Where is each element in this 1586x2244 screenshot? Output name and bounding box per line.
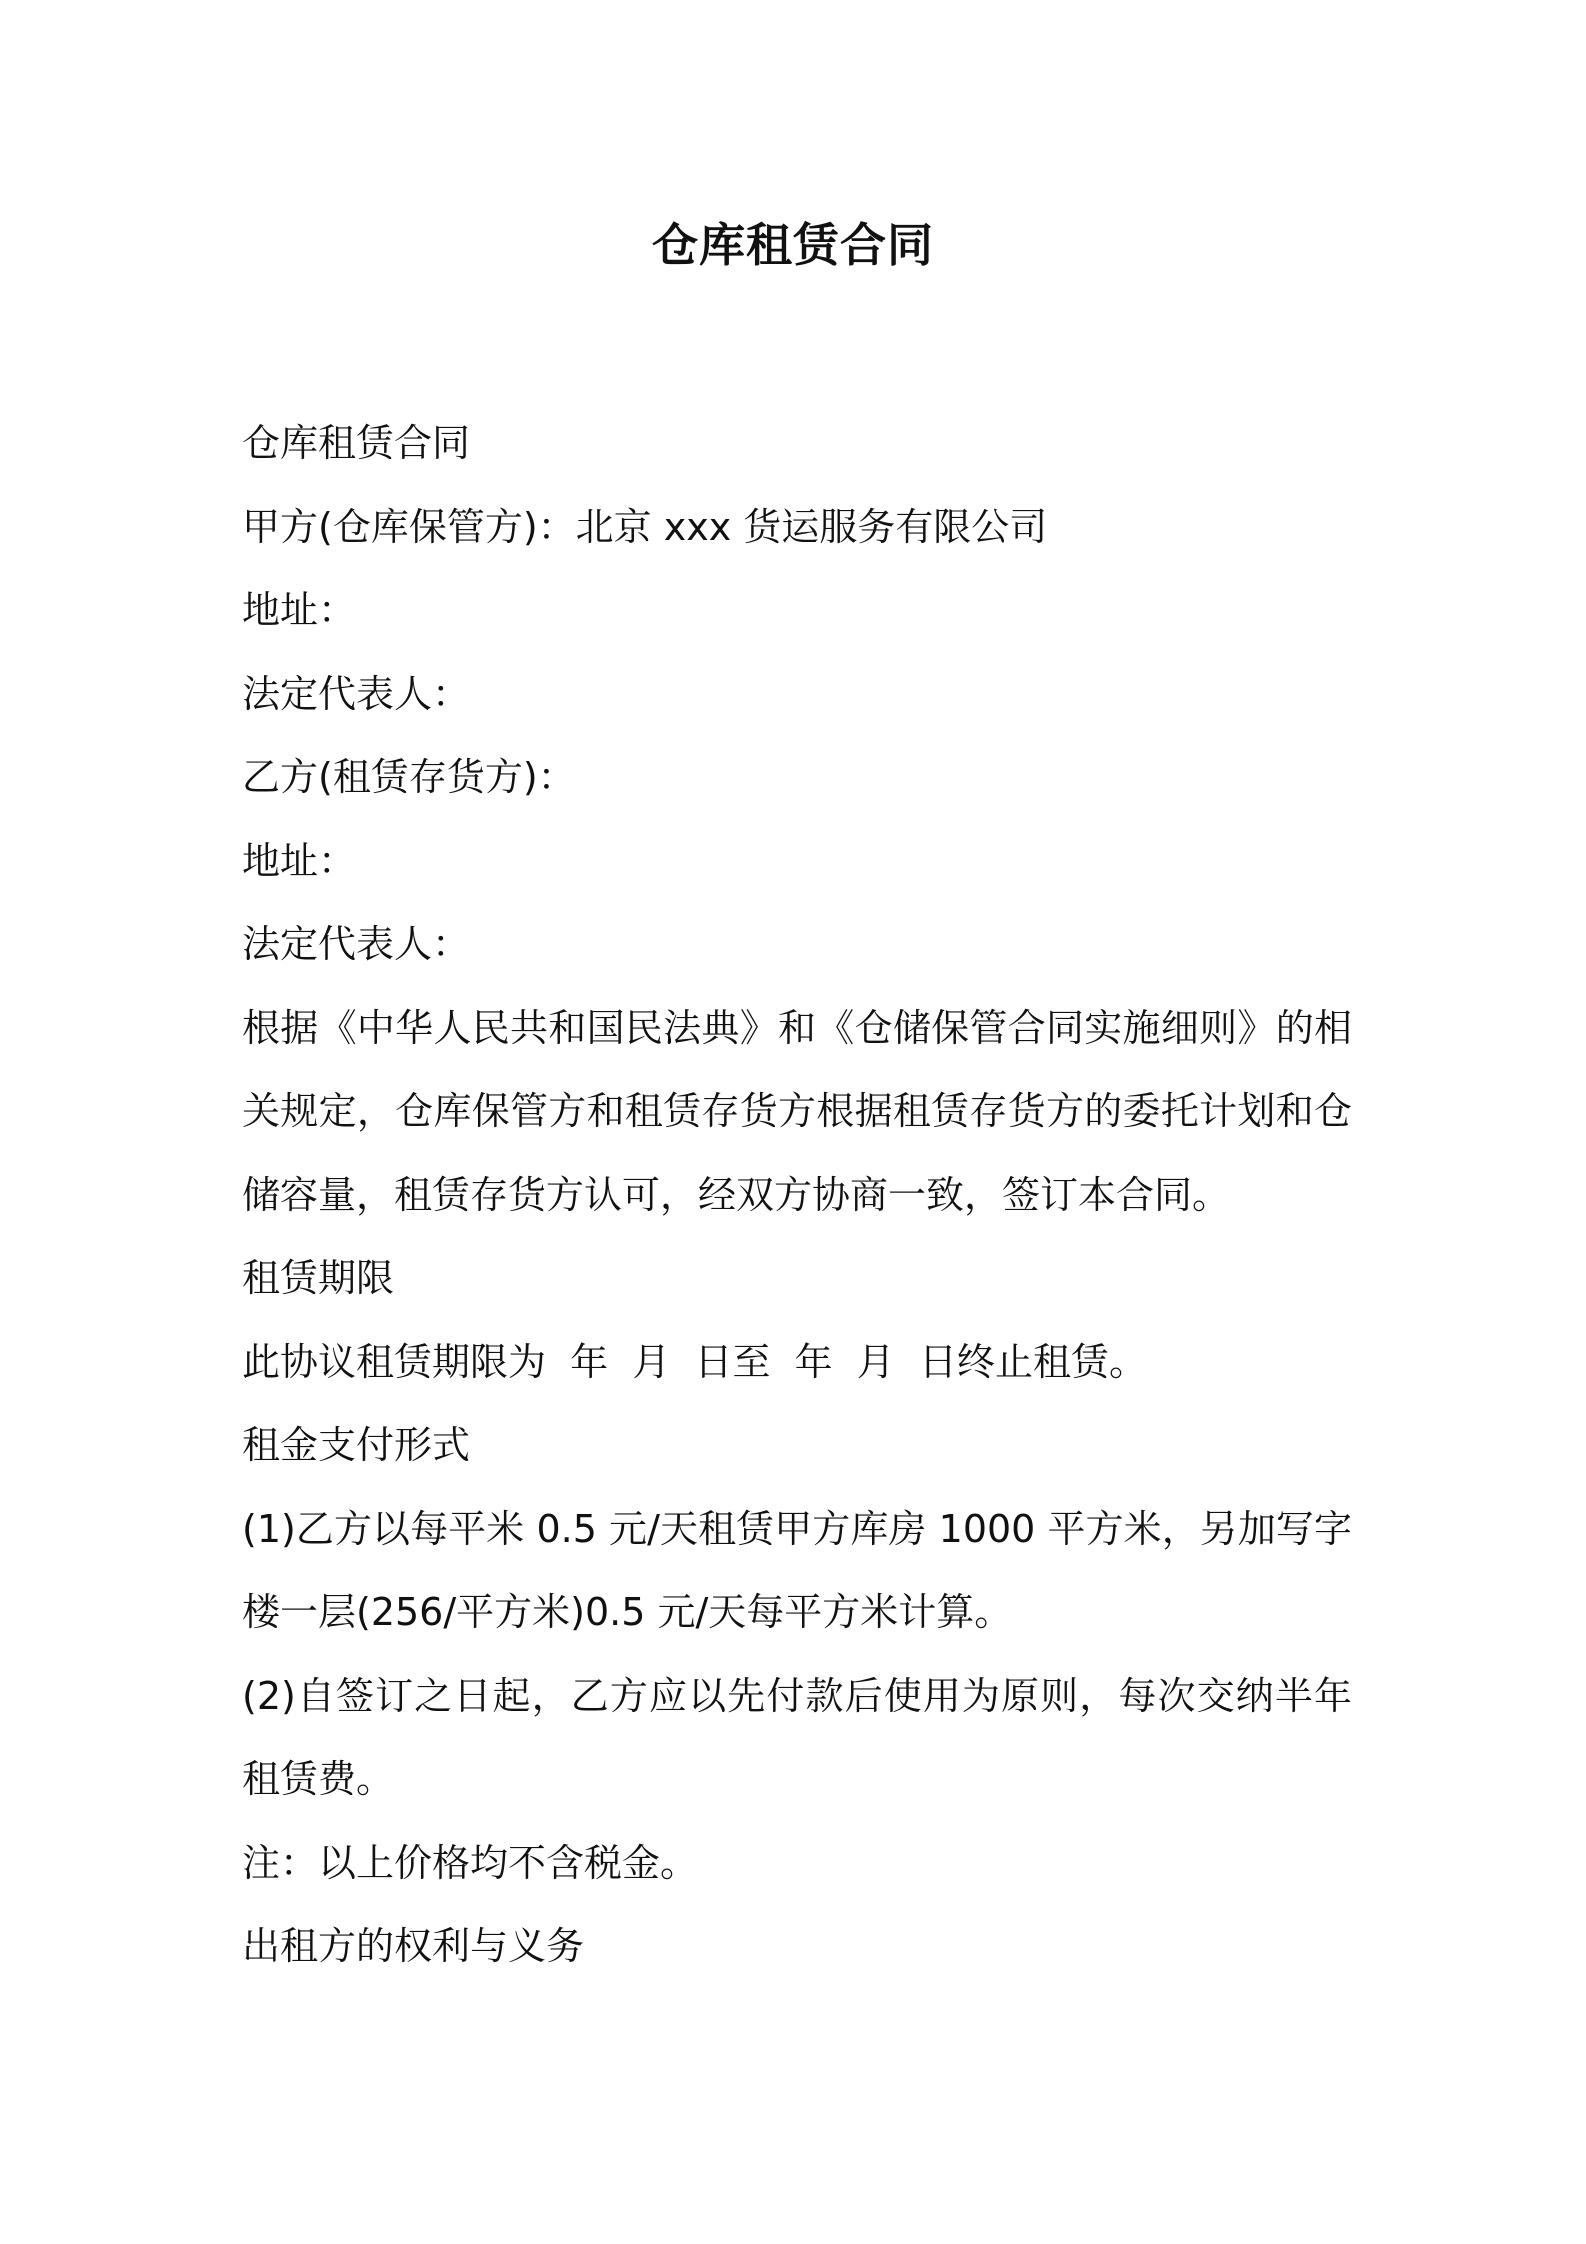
party-a-address-line: 地址： [242,588,357,632]
party-b-address-line: 地址： [242,838,357,883]
lessor-rights-heading: 出租方的权利与义务 [242,1924,585,1968]
payment-heading: 租金支付形式 [242,1423,471,1467]
payment-item-1: (1)乙方以每平米 0.5 元/天租赁甲方库房 1000 平方米，另加写字楼一层(256/平方米)0.5 元/天每平方米计算。 [242,1506,1352,1634]
document-body [242,402,1352,1989]
contract-name-line: 仓库租赁合同 [242,421,471,465]
party-a-line: 甲方(仓库保管方)：北京 xxx 货运服务有限公司 [242,504,1048,549]
payment-item-2: (2)自签订之日起，乙方应以先付款后使用为原则，每次交纳半年租赁费。 [242,1673,1352,1801]
party-b-line: 乙方(租赁存货方)： [242,755,576,799]
payment-note: 注：以上价格均不含税金。 [242,1840,699,1885]
document-title: 仓库租赁合同 [652,218,934,272]
lease-term-text: 此协议租赁期限为 年 月 日至 年 月 日终止租赁。 [242,1339,1147,1384]
party-b-representative-line: 法定代表人： [242,922,471,966]
party-a-representative-line: 法定代表人： [242,671,471,716]
lease-term-heading: 租赁期限 [242,1256,395,1300]
intro-paragraph: 根据《中华人民共和国民法典》和《仓储保管合同实施细则》的相关规定，仓库保管方和租赁存货方根据租赁存货方的委托计划和仓储容量，租赁存货方认可，经双方协商一致，签订本合同。 [242,1005,1352,1217]
